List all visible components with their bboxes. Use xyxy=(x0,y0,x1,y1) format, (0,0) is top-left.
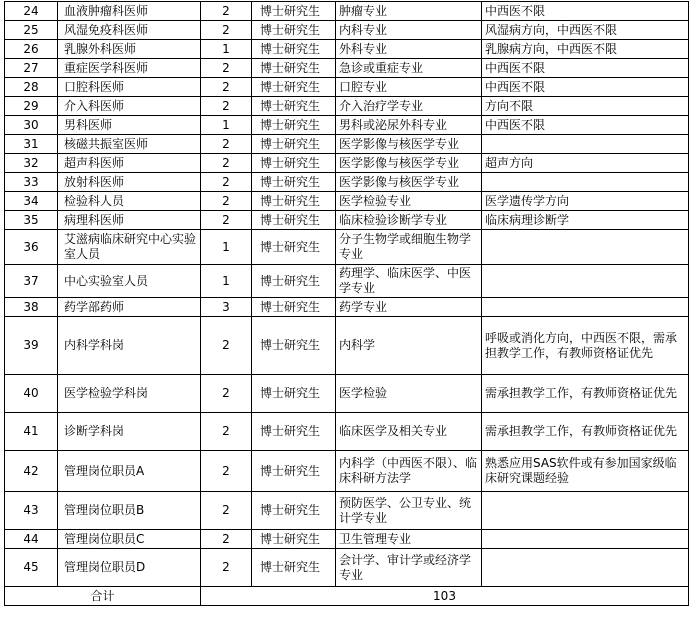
cell-number: 34 xyxy=(5,192,58,211)
cell-education: 博士研究生 xyxy=(252,78,336,97)
table-row xyxy=(5,21,689,40)
cell-other-requirements xyxy=(482,298,689,317)
cell-number: 30 xyxy=(5,116,58,135)
table-row xyxy=(5,413,689,451)
cell-other-requirements: 风湿病方向，中西医不限 xyxy=(482,21,689,40)
cell-other-requirements: 方向不限 xyxy=(482,97,689,116)
cell-count: 1 xyxy=(201,116,252,135)
table-row xyxy=(5,549,689,587)
cell-position: 风湿免疫科医师 xyxy=(58,21,201,40)
table-row xyxy=(5,40,689,59)
cell-count: 1 xyxy=(201,230,252,265)
cell-major: 药理学、临床医学、中医学专业 xyxy=(336,265,482,298)
cell-major: 预防医学、公卫专业、统计学专业 xyxy=(336,492,482,530)
cell-number: 44 xyxy=(5,530,58,549)
cell-number: 27 xyxy=(5,59,58,78)
table-row xyxy=(5,375,689,413)
table-row xyxy=(5,211,689,230)
cell-major: 医学检验专业 xyxy=(336,192,482,211)
cell-number: 29 xyxy=(5,97,58,116)
cell-education: 博士研究生 xyxy=(252,375,336,413)
cell-position: 中心实验室人员 xyxy=(58,265,201,298)
cell-position: 诊断学科岗 xyxy=(58,413,201,451)
cell-count: 2 xyxy=(201,413,252,451)
cell-count: 2 xyxy=(201,154,252,173)
cell-number: 45 xyxy=(5,549,58,587)
cell-position: 检验科人员 xyxy=(58,192,201,211)
cell-education: 博士研究生 xyxy=(252,135,336,154)
cell-major: 内科专业 xyxy=(336,21,482,40)
cell-major: 口腔专业 xyxy=(336,78,482,97)
cell-position: 病理科医师 xyxy=(58,211,201,230)
cell-number: 38 xyxy=(5,298,58,317)
cell-education: 博士研究生 xyxy=(252,211,336,230)
table-row xyxy=(5,298,689,317)
cell-education: 博士研究生 xyxy=(252,492,336,530)
cell-count: 2 xyxy=(201,375,252,413)
cell-position: 核磁共振室医师 xyxy=(58,135,201,154)
cell-other-requirements xyxy=(482,173,689,192)
cell-education: 博士研究生 xyxy=(252,230,336,265)
cell-position: 重症医学科医师 xyxy=(58,59,201,78)
cell-education: 博士研究生 xyxy=(252,97,336,116)
cell-education: 博士研究生 xyxy=(252,413,336,451)
cell-number: 28 xyxy=(5,78,58,97)
cell-other-requirements: 临床病理诊断学 xyxy=(482,211,689,230)
cell-count: 2 xyxy=(201,530,252,549)
cell-major: 医学影像与核医学专业 xyxy=(336,154,482,173)
total-row xyxy=(5,587,689,606)
cell-other-requirements: 熟悉应用SAS软件或有参加国家级临床研究课题经验 xyxy=(482,451,689,492)
cell-other-requirements: 呼吸或消化方向，中西医不限，需承担教学工作，有教师资格证优先 xyxy=(482,317,689,375)
cell-position: 药学部药师 xyxy=(58,298,201,317)
cell-number: 40 xyxy=(5,375,58,413)
cell-major: 医学影像与核医学专业 xyxy=(336,135,482,154)
cell-other-requirements xyxy=(482,549,689,587)
cell-count: 2 xyxy=(201,192,252,211)
cell-position: 医学检验学科岗 xyxy=(58,375,201,413)
cell-position: 介入科医师 xyxy=(58,97,201,116)
cell-count: 2 xyxy=(201,135,252,154)
cell-major: 临床医学及相关专业 xyxy=(336,413,482,451)
cell-number: 35 xyxy=(5,211,58,230)
cell-other-requirements: 中西医不限 xyxy=(482,116,689,135)
cell-number: 24 xyxy=(5,2,58,21)
cell-education: 博士研究生 xyxy=(252,59,336,78)
cell-other-requirements xyxy=(482,135,689,154)
cell-count: 2 xyxy=(201,78,252,97)
cell-education: 博士研究生 xyxy=(252,21,336,40)
cell-education: 博士研究生 xyxy=(252,451,336,492)
table-row xyxy=(5,116,689,135)
cell-number: 26 xyxy=(5,40,58,59)
cell-number: 42 xyxy=(5,451,58,492)
table-row xyxy=(5,135,689,154)
cell-number: 33 xyxy=(5,173,58,192)
cell-other-requirements: 超声方向 xyxy=(482,154,689,173)
cell-count: 1 xyxy=(201,40,252,59)
cell-position: 乳腺外科医师 xyxy=(58,40,201,59)
table-row xyxy=(5,192,689,211)
cell-number: 25 xyxy=(5,21,58,40)
table-row xyxy=(5,530,689,549)
table-row xyxy=(5,492,689,530)
cell-position: 超声科医师 xyxy=(58,154,201,173)
cell-education: 博士研究生 xyxy=(252,116,336,135)
cell-major: 男科或泌尿外科专业 xyxy=(336,116,482,135)
cell-count: 2 xyxy=(201,317,252,375)
cell-major: 内科学（中西医不限）、临床科研方法学 xyxy=(336,451,482,492)
cell-other-requirements: 中西医不限 xyxy=(482,59,689,78)
cell-education: 博士研究生 xyxy=(252,154,336,173)
cell-number: 43 xyxy=(5,492,58,530)
cell-count: 3 xyxy=(201,298,252,317)
cell-major: 肿瘤专业 xyxy=(336,2,482,21)
cell-major: 医学检验 xyxy=(336,375,482,413)
table-row xyxy=(5,78,689,97)
cell-count: 2 xyxy=(201,21,252,40)
cell-education: 博士研究生 xyxy=(252,317,336,375)
cell-position: 管理岗位职员D xyxy=(58,549,201,587)
cell-position: 管理岗位职员A xyxy=(58,451,201,492)
cell-major: 外科专业 xyxy=(336,40,482,59)
table-row xyxy=(5,317,689,375)
cell-other-requirements xyxy=(482,230,689,265)
cell-education: 博士研究生 xyxy=(252,192,336,211)
cell-education: 博士研究生 xyxy=(252,265,336,298)
cell-position: 血液肿瘤科医师 xyxy=(58,2,201,21)
recruitment-table xyxy=(4,1,689,606)
cell-number: 37 xyxy=(5,265,58,298)
cell-education: 博士研究生 xyxy=(252,530,336,549)
cell-other-requirements: 需承担教学工作，有教师资格证优先 xyxy=(482,413,689,451)
total-label: 合计 xyxy=(5,587,201,606)
cell-number: 31 xyxy=(5,135,58,154)
cell-other-requirements xyxy=(482,530,689,549)
cell-position: 管理岗位职员B xyxy=(58,492,201,530)
table-row xyxy=(5,451,689,492)
cell-major: 药学专业 xyxy=(336,298,482,317)
cell-position: 男科医师 xyxy=(58,116,201,135)
cell-count: 2 xyxy=(201,211,252,230)
table-row xyxy=(5,2,689,21)
cell-other-requirements: 医学遗传学方向 xyxy=(482,192,689,211)
table-row xyxy=(5,97,689,116)
cell-other-requirements: 乳腺病方向，中西医不限 xyxy=(482,40,689,59)
cell-position: 内科学科岗 xyxy=(58,317,201,375)
total-value: 103 xyxy=(201,587,689,606)
cell-major: 医学影像与核医学专业 xyxy=(336,173,482,192)
cell-count: 2 xyxy=(201,59,252,78)
cell-count: 1 xyxy=(201,265,252,298)
cell-position: 艾滋病临床研究中心实验室人员 xyxy=(58,230,201,265)
cell-education: 博士研究生 xyxy=(252,2,336,21)
cell-education: 博士研究生 xyxy=(252,40,336,59)
cell-major: 急诊或重症专业 xyxy=(336,59,482,78)
cell-other-requirements: 需承担教学工作，有教师资格证优先 xyxy=(482,375,689,413)
table-row xyxy=(5,265,689,298)
table-row xyxy=(5,59,689,78)
table-row xyxy=(5,154,689,173)
cell-education: 博士研究生 xyxy=(252,173,336,192)
cell-count: 2 xyxy=(201,492,252,530)
table-row xyxy=(5,173,689,192)
cell-number: 36 xyxy=(5,230,58,265)
cell-number: 32 xyxy=(5,154,58,173)
table-body xyxy=(5,2,689,606)
cell-count: 2 xyxy=(201,97,252,116)
cell-major: 卫生管理专业 xyxy=(336,530,482,549)
cell-count: 2 xyxy=(201,2,252,21)
cell-position: 管理岗位职员C xyxy=(58,530,201,549)
table-row xyxy=(5,230,689,265)
cell-number: 41 xyxy=(5,413,58,451)
cell-count: 2 xyxy=(201,173,252,192)
cell-count: 2 xyxy=(201,549,252,587)
cell-position: 口腔科医师 xyxy=(58,78,201,97)
cell-major: 临床检验诊断学专业 xyxy=(336,211,482,230)
cell-major: 介入治疗学专业 xyxy=(336,97,482,116)
cell-other-requirements xyxy=(482,492,689,530)
cell-other-requirements xyxy=(482,265,689,298)
cell-other-requirements: 中西医不限 xyxy=(482,78,689,97)
cell-education: 博士研究生 xyxy=(252,549,336,587)
cell-position: 放射科医师 xyxy=(58,173,201,192)
cell-other-requirements: 中西医不限 xyxy=(482,2,689,21)
cell-major: 分子生物学或细胞生物学专业 xyxy=(336,230,482,265)
cell-major: 内科学 xyxy=(336,317,482,375)
cell-major: 会计学、审计学或经济学专业 xyxy=(336,549,482,587)
cell-count: 2 xyxy=(201,451,252,492)
cell-number: 39 xyxy=(5,317,58,375)
cell-education: 博士研究生 xyxy=(252,298,336,317)
